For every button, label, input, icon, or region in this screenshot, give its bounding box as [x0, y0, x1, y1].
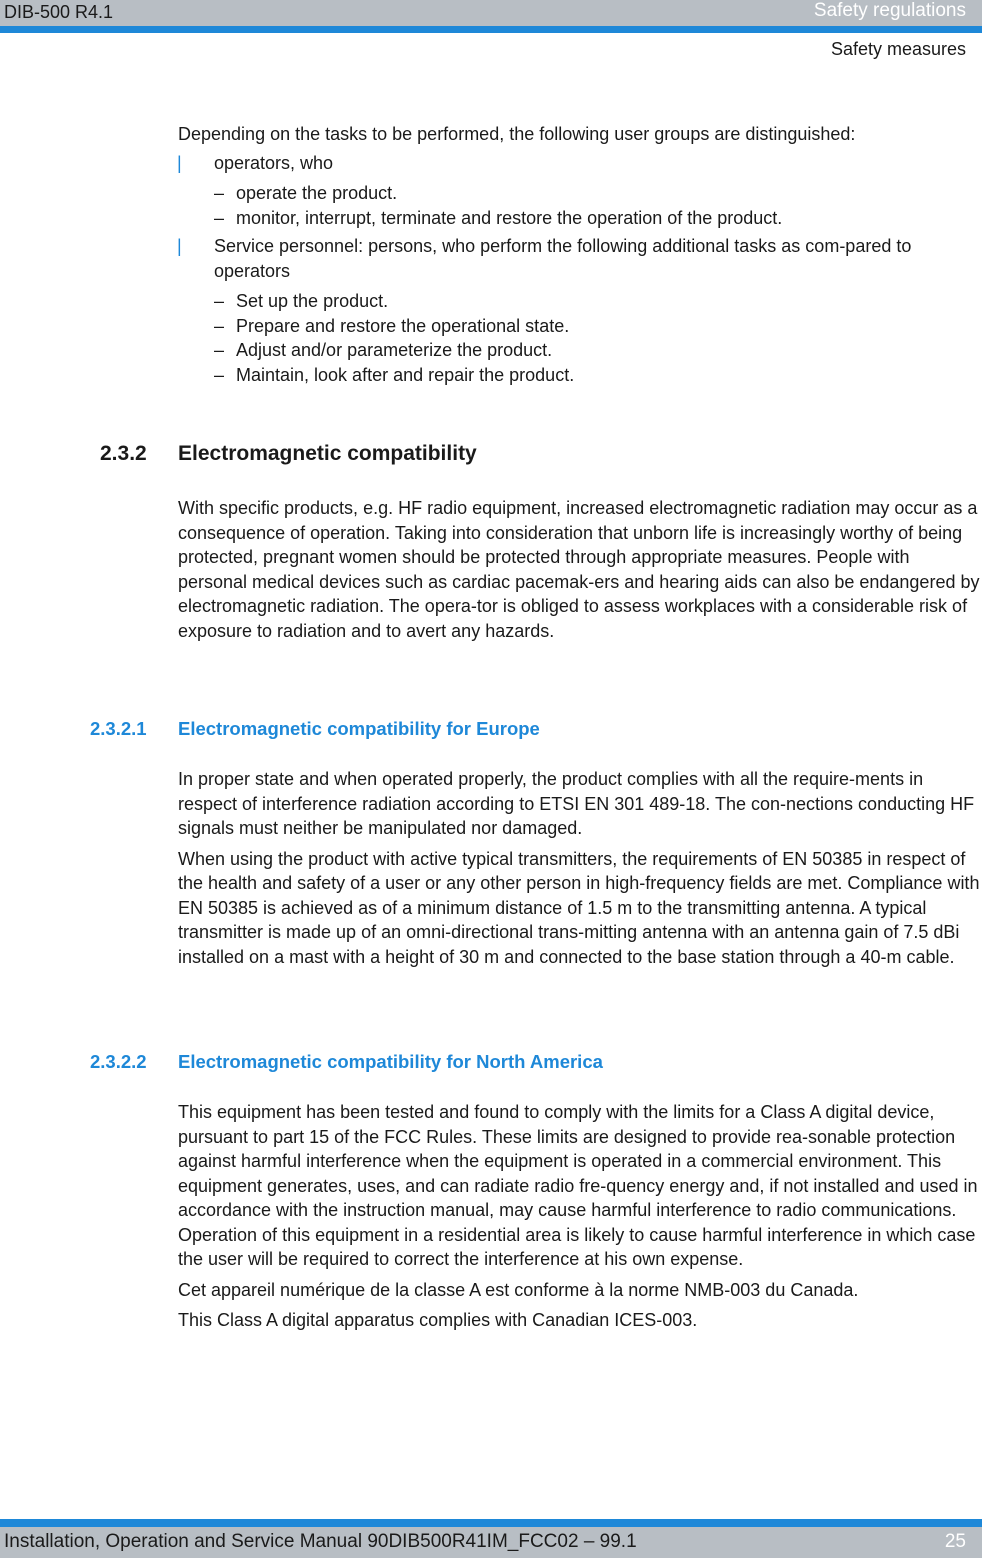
intro-lead: Depending on the tasks to be performed, the following user groups are distinguished: — [178, 124, 856, 144]
user-groups — [178, 122, 980, 387]
paragraph: This Class A digital apparatus complies with Canadian ICES-003. — [178, 1310, 698, 1330]
paragraph: With specific products, e.g. HF radio equipment, increased electromagnetic radiation may occur as a consequence of operation. Taking into consideration that unborn life is increasingly worthy of being protected, pregnant women should be protected through appropriate measures. People with personal medical devices such as cardiac pacemak-ers and hearing aids can also be endangered by electromagnetic radiation. The opera-tor is obliged to assess workplaces with a considerable risk of exposure to radiation and to avert any hazards. — [178, 498, 980, 641]
list-item: – operate the product. — [214, 183, 398, 203]
paragraph: This equipment has been tested and found to comply with the limits for a Class A digital device, pursuant to part 15 of the FCC Rules. These limits are designed to provide rea-sonable protection against harmful interference when the equipment is operated in a commercial environment. This equipment generates, uses, and can radiate radio fre-quency energy and, if not installed and used in accordance with the instruction manual, may cause harmful interference to radio communications. Operation of this equipment in a residential area is likely to cause harmful interference in which case the user will be required to correct the interference at his own expense. — [178, 1102, 978, 1269]
page-number: 25 — [944, 1531, 966, 1552]
paragraph: When using the product with active typical transmitters, the requirements of EN 50385 in respect of the health and safety of a user or any other person in high-frequency fields are met. Compliance with EN 50385 is achieved as of a minimum distance of 1.5 m to the transmitting antenna. A typical transmitter is made up of an omni-directional trans-mitting antenna with an antenna gain of 7.5 dBi installed on a mast with a height of 30 m and connected to the base station through a 40-m cable. — [178, 848, 980, 967]
heading-number: 2.3.2.1 — [90, 718, 147, 739]
footer-bar — [0, 1527, 982, 1558]
group-operators — [178, 151, 980, 176]
service-tasks — [214, 289, 980, 387]
heading-title: Electromagnetic compatibility for Europe — [178, 718, 540, 739]
footer-document: Installation, Operation and Service Manual 90DIB500R41IM_FCC02 – 99.1 — [4, 1531, 637, 1552]
section-2-3-2-1-body — [178, 767, 982, 969]
heading-number: 2.3.2 — [100, 442, 147, 465]
operator-tasks — [214, 181, 980, 230]
heading-title: Electromagnetic compatibility for North America — [178, 1051, 603, 1072]
group-text: operators, who — [214, 152, 334, 173]
list-item: – Maintain, look after and repair the product. — [214, 364, 575, 385]
list-item: – Adjust and/or parameterize the product. — [214, 340, 553, 360]
header-bar — [0, 0, 982, 26]
paragraph: In proper state and when operated properly, the product complies with all the require-ments in respect of interference radiation according to ETSI EN 301 489-18. The con-nections conducting HF signals must neither be manipulated nor damaged. — [178, 769, 975, 838]
section-2-3-2-2-body — [178, 1100, 982, 1333]
heading-number: 2.3.2.2 — [90, 1051, 147, 1072]
bullet-marker: | — [177, 152, 182, 173]
header-chapter: Safety regulations — [813, 0, 966, 21]
header-product: DIB-500 R4.1 — [4, 2, 114, 22]
list-item: – monitor, interrupt, terminate and restore the operation of the product. — [214, 207, 783, 228]
header-rule — [0, 26, 982, 33]
list-item: – Set up the product. — [214, 291, 389, 311]
list-item: – Prepare and restore the operational state. — [214, 315, 570, 336]
footer-rule — [0, 1519, 982, 1527]
section-2-3-2-body — [178, 496, 982, 643]
bullet-marker: | — [177, 236, 182, 256]
header-section: Safety measures — [830, 39, 966, 59]
group-text: Service personnel: persons, who perform the following additional tasks as com-pared to operators — [214, 236, 912, 281]
paragraph: Cet appareil numérique de la classe A est conforme à la norme NMB-003 du Canada. — [178, 1279, 859, 1300]
group-service-personnel — [178, 234, 980, 283]
heading-title: Electromagnetic compatibility — [178, 442, 477, 465]
